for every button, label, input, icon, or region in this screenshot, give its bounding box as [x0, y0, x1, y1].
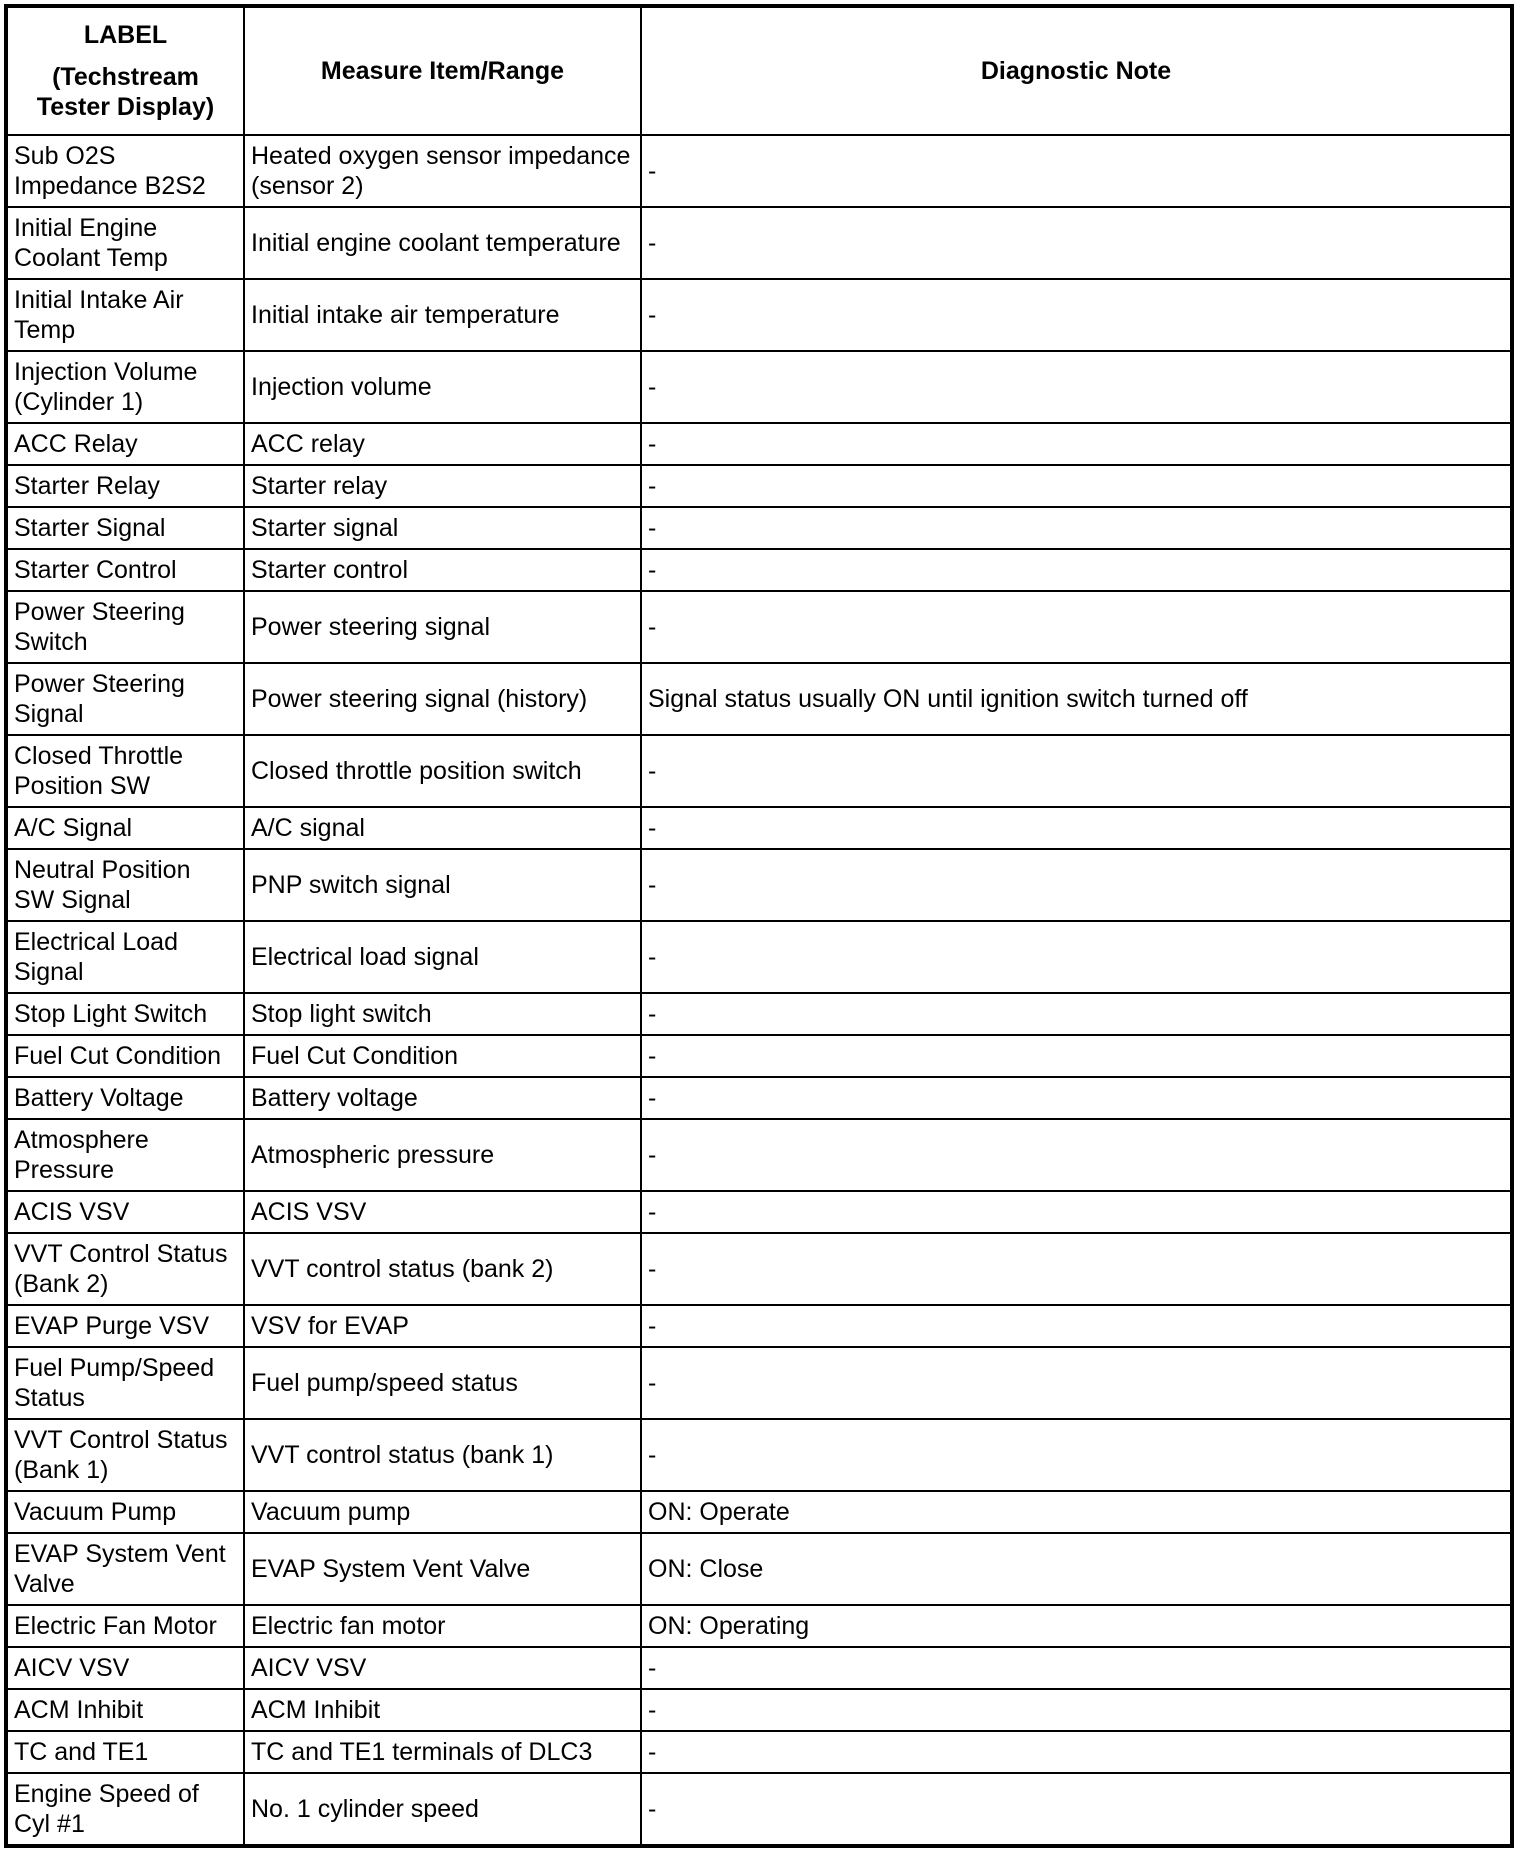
cell-note: -: [641, 1035, 1512, 1077]
cell-label: Neutral Position SW Signal: [6, 849, 244, 921]
table-row: [6, 1305, 1512, 1347]
cell-label: Initial Intake Air Temp: [6, 279, 244, 351]
cell-note: -: [641, 1347, 1512, 1419]
table-row: [6, 807, 1512, 849]
cell-measure: Starter relay: [244, 465, 641, 507]
table-row: [6, 507, 1512, 549]
cell-measure: Starter signal: [244, 507, 641, 549]
cell-measure: Initial intake air temperature: [244, 279, 641, 351]
cell-note: -: [641, 993, 1512, 1035]
cell-measure: Fuel pump/speed status: [244, 1347, 641, 1419]
table-row: [6, 207, 1512, 279]
data-list-table: [4, 4, 1514, 1848]
header-label-line1: LABEL: [83, 21, 168, 49]
header-label: [6, 6, 244, 135]
cell-label: Starter Signal: [6, 507, 244, 549]
cell-label: EVAP Purge VSV: [6, 1305, 244, 1347]
cell-measure: Atmospheric pressure: [244, 1119, 641, 1191]
cell-note: -: [641, 549, 1512, 591]
table-row: [6, 465, 1512, 507]
table-row: [6, 1233, 1512, 1305]
cell-note: -: [641, 351, 1512, 423]
cell-note: -: [641, 1077, 1512, 1119]
cell-note: ON: Operate: [641, 1491, 1512, 1533]
cell-note: -: [641, 921, 1512, 993]
cell-label: Atmosphere Pressure: [6, 1119, 244, 1191]
table-row: [6, 1605, 1512, 1647]
cell-label: Electric Fan Motor: [6, 1605, 244, 1647]
table-row: [6, 423, 1512, 465]
cell-note: -: [641, 1647, 1512, 1689]
cell-measure: PNP switch signal: [244, 849, 641, 921]
cell-measure: Battery voltage: [244, 1077, 641, 1119]
cell-note: -: [641, 1305, 1512, 1347]
cell-measure: VVT control status (bank 2): [244, 1233, 641, 1305]
data-list-table-container: [4, 4, 1514, 1848]
cell-note: ON: Close: [641, 1533, 1512, 1605]
cell-label: ACM Inhibit: [6, 1689, 244, 1731]
table-header-row: [6, 6, 1512, 135]
cell-label: TC and TE1: [6, 1731, 244, 1773]
cell-measure: ACIS VSV: [244, 1191, 641, 1233]
table-row: [6, 1419, 1512, 1491]
cell-measure: Fuel Cut Condition: [244, 1035, 641, 1077]
table-row: [6, 591, 1512, 663]
cell-measure: VSV for EVAP: [244, 1305, 641, 1347]
cell-label: Engine Speed of Cyl #1: [6, 1773, 244, 1846]
table-row: [6, 921, 1512, 993]
cell-measure: VVT control status (bank 1): [244, 1419, 641, 1491]
header-note: Diagnostic Note: [641, 6, 1512, 135]
cell-label: Fuel Cut Condition: [6, 1035, 244, 1077]
cell-note: -: [641, 423, 1512, 465]
cell-measure: ACM Inhibit: [244, 1689, 641, 1731]
table-row: [6, 279, 1512, 351]
cell-measure: Power steering signal (history): [244, 663, 641, 735]
cell-label: VVT Control Status (Bank 2): [6, 1233, 244, 1305]
cell-measure: Heated oxygen sensor impedance (sensor 2): [244, 135, 641, 207]
cell-label: Electrical Load Signal: [6, 921, 244, 993]
cell-note: -: [641, 735, 1512, 807]
table-row: [6, 735, 1512, 807]
cell-note: -: [641, 807, 1512, 849]
cell-measure: Initial engine coolant temperature: [244, 207, 641, 279]
cell-note: -: [641, 1689, 1512, 1731]
cell-note: -: [641, 1233, 1512, 1305]
cell-note: -: [641, 207, 1512, 279]
cell-measure: AICV VSV: [244, 1647, 641, 1689]
table-row: [6, 1035, 1512, 1077]
cell-note: -: [641, 465, 1512, 507]
cell-label: VVT Control Status (Bank 1): [6, 1419, 244, 1491]
cell-label: EVAP System Vent Valve: [6, 1533, 244, 1605]
cell-note: -: [641, 1191, 1512, 1233]
cell-label: Battery Voltage: [6, 1077, 244, 1119]
cell-label: Closed Throttle Position SW: [6, 735, 244, 807]
cell-measure: EVAP System Vent Valve: [244, 1533, 641, 1605]
cell-note: -: [641, 1419, 1512, 1491]
cell-note: ON: Operating: [641, 1605, 1512, 1647]
header-label-line2: (Techstream Tester Display): [36, 63, 215, 121]
table-row: [6, 135, 1512, 207]
cell-label: ACC Relay: [6, 423, 244, 465]
cell-measure: A/C signal: [244, 807, 641, 849]
table-row: [6, 1731, 1512, 1773]
cell-measure: Electric fan motor: [244, 1605, 641, 1647]
cell-label: Power Steering Switch: [6, 591, 244, 663]
cell-note: -: [641, 279, 1512, 351]
cell-label: Stop Light Switch: [6, 993, 244, 1035]
table-row: [6, 1773, 1512, 1846]
cell-note: -: [641, 591, 1512, 663]
cell-label: Injection Volume (Cylinder 1): [6, 351, 244, 423]
cell-label: A/C Signal: [6, 807, 244, 849]
cell-measure: Injection volume: [244, 351, 641, 423]
cell-label: AICV VSV: [6, 1647, 244, 1689]
table-row: [6, 849, 1512, 921]
cell-note: Signal status usually ON until ignition switch turned off: [641, 663, 1512, 735]
cell-label: Starter Control: [6, 549, 244, 591]
cell-label: Power Steering Signal: [6, 663, 244, 735]
table-row: [6, 1647, 1512, 1689]
cell-measure: ACC relay: [244, 423, 641, 465]
cell-label: Fuel Pump/Speed Status: [6, 1347, 244, 1419]
cell-measure: Vacuum pump: [244, 1491, 641, 1533]
table-row: [6, 1533, 1512, 1605]
table-row: [6, 1689, 1512, 1731]
table-row: [6, 351, 1512, 423]
header-measure: Measure Item/Range: [244, 6, 641, 135]
cell-measure: No. 1 cylinder speed: [244, 1773, 641, 1846]
cell-note: -: [641, 849, 1512, 921]
cell-label: Initial Engine Coolant Temp: [6, 207, 244, 279]
cell-note: -: [641, 1119, 1512, 1191]
table-row: [6, 1347, 1512, 1419]
table-row: [6, 1119, 1512, 1191]
cell-measure: Electrical load signal: [244, 921, 641, 993]
cell-measure: TC and TE1 terminals of DLC3: [244, 1731, 641, 1773]
cell-measure: Closed throttle position switch: [244, 735, 641, 807]
cell-note: -: [641, 1731, 1512, 1773]
cell-note: -: [641, 1773, 1512, 1846]
table-row: [6, 1491, 1512, 1533]
cell-label: Starter Relay: [6, 465, 244, 507]
cell-measure: Stop light switch: [244, 993, 641, 1035]
cell-measure: Power steering signal: [244, 591, 641, 663]
table-row: [6, 1191, 1512, 1233]
cell-label: ACIS VSV: [6, 1191, 244, 1233]
cell-measure: Starter control: [244, 549, 641, 591]
cell-label: Sub O2S Impedance B2S2: [6, 135, 244, 207]
cell-note: -: [641, 507, 1512, 549]
cell-note: -: [641, 135, 1512, 207]
table-row: [6, 549, 1512, 591]
table-row: [6, 663, 1512, 735]
table-row: [6, 1077, 1512, 1119]
table-row: [6, 993, 1512, 1035]
cell-label: Vacuum Pump: [6, 1491, 244, 1533]
